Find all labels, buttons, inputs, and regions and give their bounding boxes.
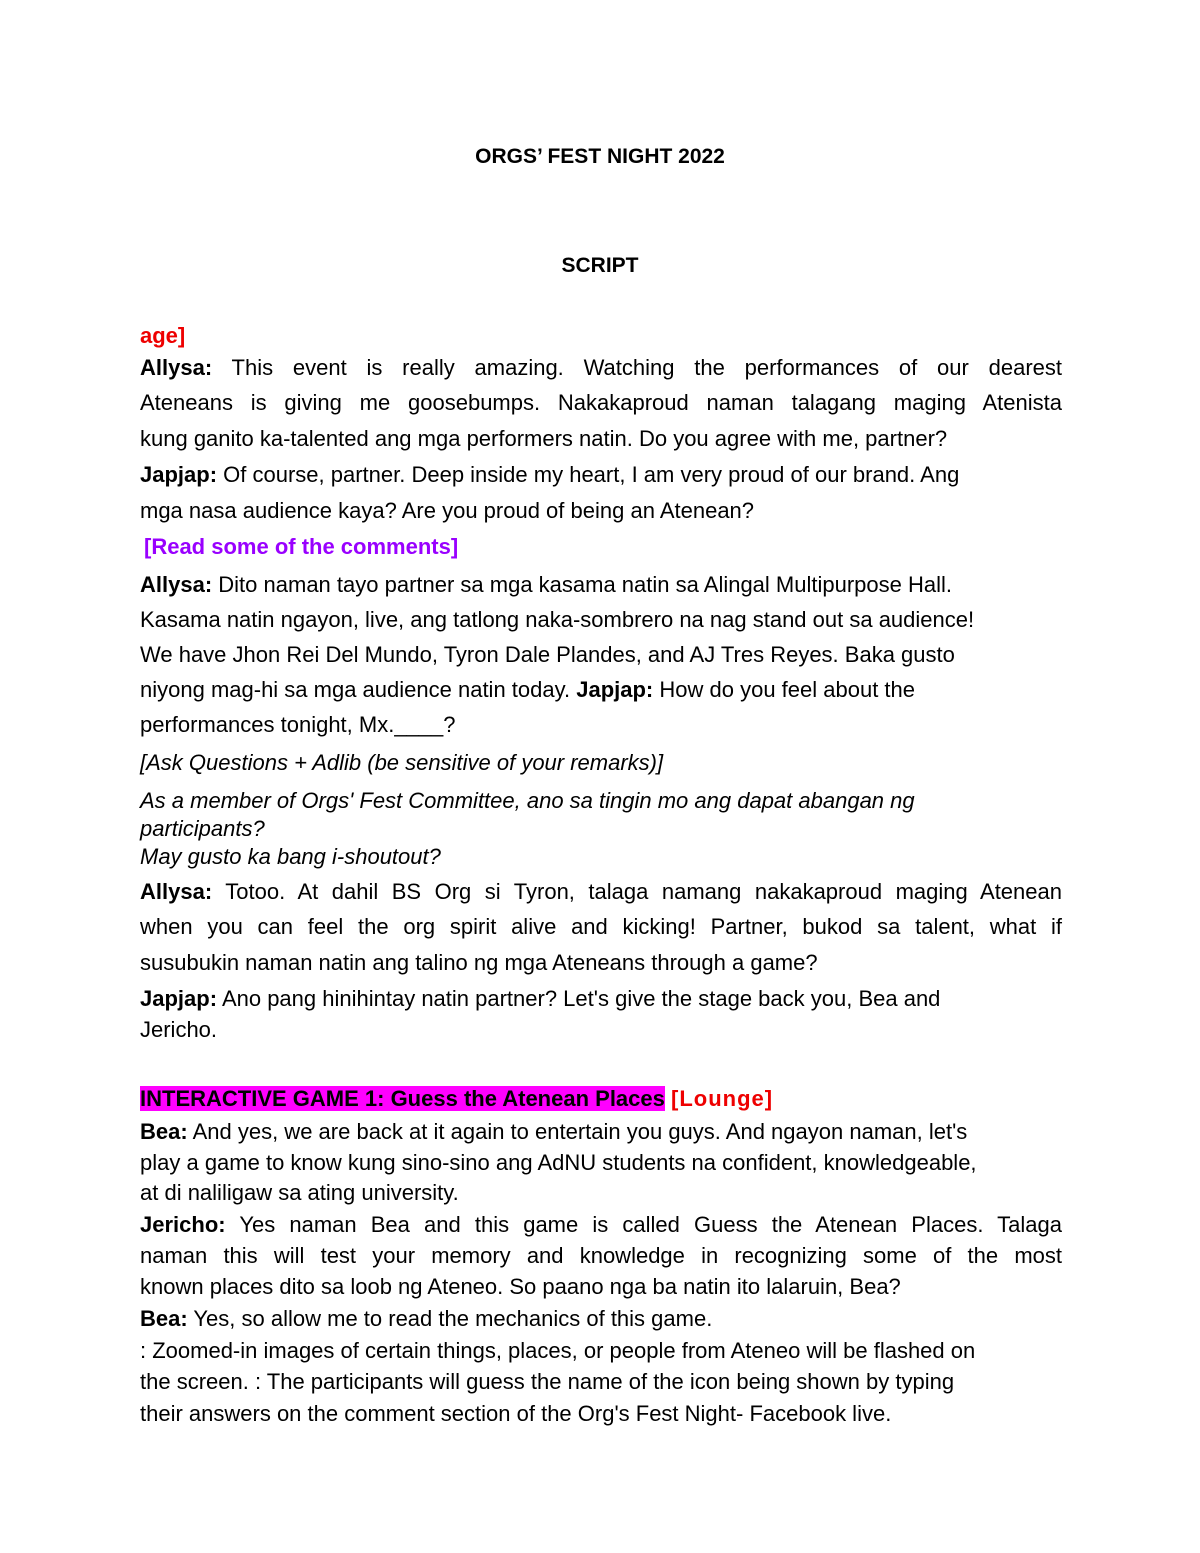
dialogue-line: when you can feel the org spirit alive and kicking! Partner, bukod sa talent, what if — [140, 914, 1062, 939]
dialogue-text: How do you feel about the — [659, 677, 915, 702]
dialogue-line — [140, 988, 1062, 1010]
game-title-highlight: INTERACTIVE GAME 1: Guess the Atenean Places — [140, 1086, 665, 1111]
dialogue-line: kung ganito ka-talented ang mga performers natin. Do you agree with me, partner? — [140, 426, 948, 451]
mechanics-line: : Zoomed-in images of certain things, places, or people from Ateneo will be flashed on — [140, 1338, 976, 1363]
dialogue-text: Totoo. At dahil BS Org si Tyron, talaga namang nakakaproud maging Atenean — [225, 879, 1062, 904]
dialogue-text: And yes, we are back at it again to entertain you guys. And ngayon naman, let's — [192, 1119, 968, 1144]
dialogue-line: Jericho. — [140, 1017, 218, 1042]
dialogue-line: play a game to know kung sino-sino ang AdNU students na confident, knowledgeable, — [140, 1150, 977, 1175]
speaker-label: Bea: — [140, 1306, 188, 1331]
question-line: May gusto ka bang i-shoutout? — [140, 844, 441, 869]
dialogue-text: Ano pang hinihintay natin partner? Let's give the stage back you, Bea and — [221, 986, 941, 1011]
speaker-label: Allysa: — [140, 355, 213, 380]
question-line: As a member of Orgs' Fest Committee, ano sa tingin mo ang dapat abangan ng — [140, 788, 915, 813]
dialogue-line — [140, 1308, 1062, 1330]
speaker-label: Japjap: — [576, 677, 654, 702]
speaker-label: Japjap: — [140, 986, 218, 1011]
dialogue-line — [140, 1121, 1062, 1143]
speaker-label: Jericho: — [140, 1212, 226, 1237]
dialogue-text: Yes, so allow me to read the mechanics of this game. — [193, 1306, 713, 1331]
document-title: ORGS’ FEST NIGHT 2022 — [475, 145, 725, 168]
dialogue-text: niyong mag-hi sa mga audience natin today. — [140, 677, 571, 702]
speaker-label: Bea: — [140, 1119, 188, 1144]
dialogue-text: This event is really amazing. Watching the performances of our dearest — [231, 355, 1062, 380]
dialogue-text: Dito naman tayo partner sa mga kasama natin sa Alingal Multipurpose Hall. — [218, 572, 952, 597]
stage-tag: age] — [140, 323, 186, 348]
dialogue-line — [140, 357, 1062, 379]
speaker-label: Allysa: — [140, 572, 213, 597]
dialogue-line — [140, 679, 1062, 701]
dialogue-line — [140, 881, 1062, 903]
dialogue-text: Yes naman Bea and this game is called Guess the Atenean Places. Talaga — [239, 1212, 1062, 1237]
dialogue-line: performances tonight, Mx.____? — [140, 712, 456, 737]
dialogue-line: mga nasa audience kaya? Are you proud of being an Atenean? — [140, 498, 755, 523]
stage-cue: [Read some of the comments] — [144, 534, 459, 559]
dialogue-line — [140, 574, 1062, 596]
dialogue-line: susubukin naman natin ang talino ng mga Ateneans through a game? — [140, 950, 818, 975]
dialogue-line — [140, 1214, 1062, 1236]
dialogue-line — [140, 464, 1062, 486]
document-subtitle: SCRIPT — [561, 254, 639, 277]
dialogue-line: Ateneans is giving me goosebumps. Nakakaproud naman talagang maging Atenista — [140, 390, 1062, 415]
section-heading — [140, 1088, 1062, 1110]
mechanics-line: their answers on the comment section of the Org's Fest Night- Facebook live. — [140, 1401, 892, 1426]
stage-cue: [Ask Questions + Adlib (be sensitive of your remarks)] — [140, 750, 664, 775]
location-tag: [Lounge] — [671, 1086, 774, 1111]
dialogue-line: known places dito sa loob ng Ateneo. So paano nga ba natin ito lalaruin, Bea? — [140, 1274, 901, 1299]
dialogue-text: Of course, partner. Deep inside my heart, I am very proud of our brand. Ang — [223, 462, 960, 487]
mechanics-line: the screen. : The participants will guess the name of the icon being shown by typing — [140, 1369, 955, 1394]
dialogue-line: at di naliligaw sa ating university. — [140, 1180, 459, 1205]
question-line: participants? — [140, 816, 265, 841]
dialogue-line: naman this will test your memory and knowledge in recognizing some of the most — [140, 1243, 1062, 1268]
speaker-label: Japjap: — [140, 462, 218, 487]
dialogue-line: Kasama natin ngayon, live, ang tatlong naka-sombrero na nag stand out sa audience! — [140, 607, 975, 632]
speaker-label: Allysa: — [140, 879, 213, 904]
dialogue-line: We have Jhon Rei Del Mundo, Tyron Dale Plandes, and AJ Tres Reyes. Baka gusto — [140, 642, 955, 667]
